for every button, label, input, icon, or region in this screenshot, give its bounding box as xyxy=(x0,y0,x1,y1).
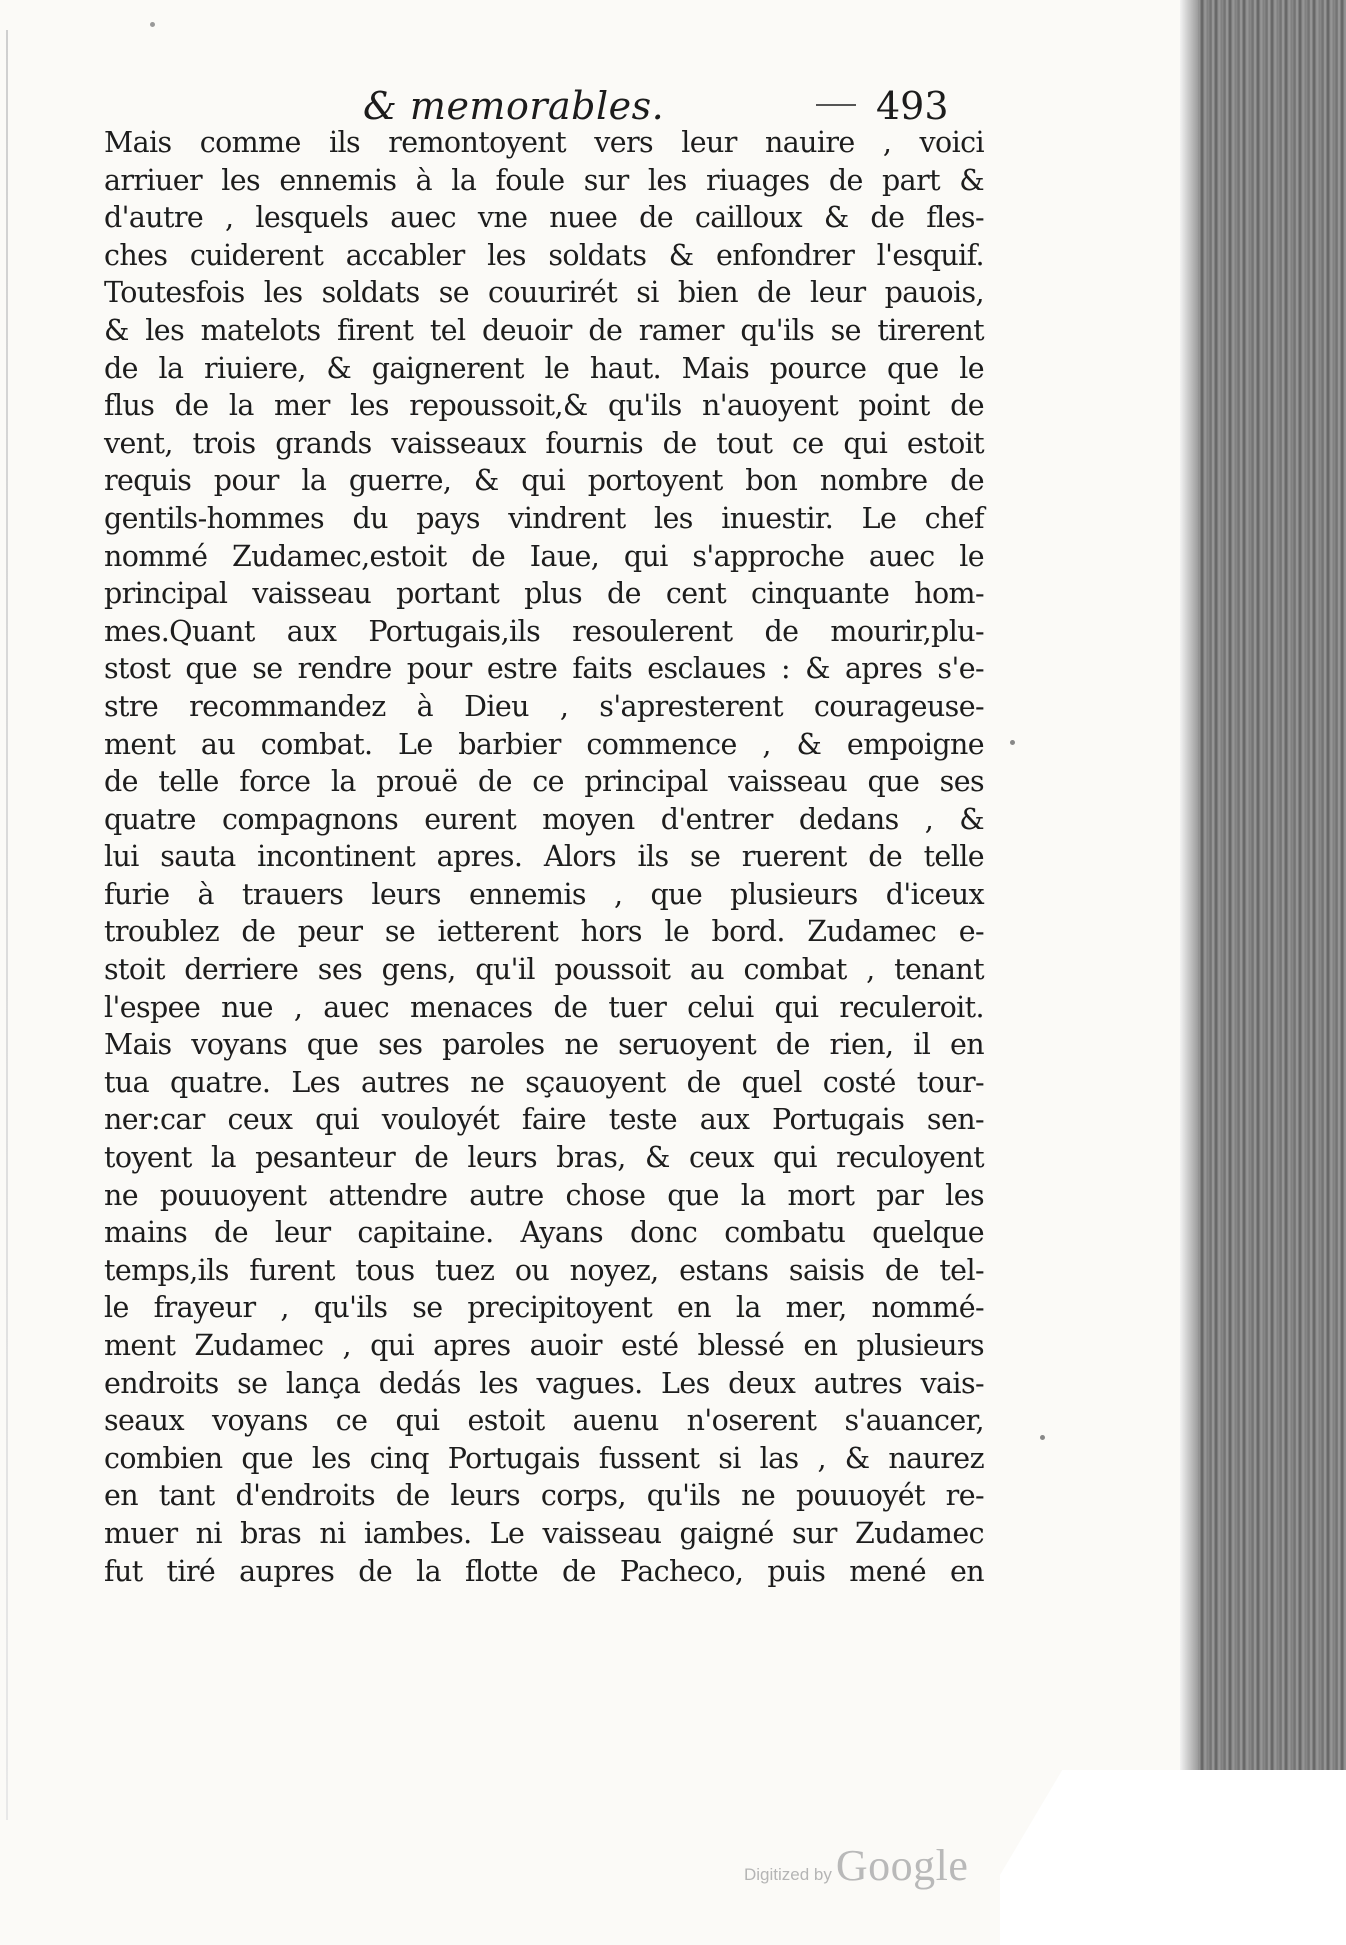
header-divider xyxy=(816,104,856,106)
text-line: toyent la pesanteur de leurs bras, & ceux qui reculoyent xyxy=(104,1141,984,1175)
text-line: ches cuiderent accabler les soldats & enfondrer l'esquif. xyxy=(104,238,984,272)
scan-speck xyxy=(1040,1435,1045,1440)
scan-speck xyxy=(1010,740,1015,745)
text-line: mes.Quant aux Portugais,ils resoulerent de mourir,plu- xyxy=(104,614,984,648)
text-line: & les matelots firent tel deuoir de ramer qu'ils se tirerent xyxy=(104,313,984,347)
text-line: mains de leur capitaine. Ayans donc combatu quelque xyxy=(104,1216,984,1250)
running-title: & memorables. xyxy=(363,84,665,128)
text-line: lui sauta incontinent apres. Alors ils se ruerent de telle xyxy=(104,840,984,874)
text-line: gentils-hommes du pays vindrent les inuestir. Le chef xyxy=(104,501,984,535)
text-line: requis pour la guerre, & qui portoyent bon nombre de xyxy=(104,464,984,498)
book-page-edge xyxy=(1180,0,1346,1945)
text-line: ne pouuoyent attendre autre chose que la mort par les xyxy=(104,1178,984,1212)
text-line: stre recommandez à Dieu , s'apresterent courageuse- xyxy=(104,689,984,723)
book-page-edge-corner xyxy=(1000,1770,1346,1945)
body-text xyxy=(104,124,984,1590)
text-line: troublez de peur se ietterent hors le bord. Zudamec e- xyxy=(104,915,984,949)
text-line: seaux voyans ce qui estoit auenu n'oserent s'auancer, xyxy=(104,1404,984,1438)
text-line: tua quatre. Les autres ne sçauoyent de quel costé tour- xyxy=(104,1065,984,1099)
page-number: 493 xyxy=(876,84,949,128)
digitized-watermark xyxy=(744,1840,968,1900)
text-line: combien que les cinq Portugais fussent si las , & naurez xyxy=(104,1441,984,1475)
text-line: muer ni bras ni iambes. Le vaisseau gaigné sur Zudamec xyxy=(104,1516,984,1550)
text-line: de la riuiere, & gaignerent le haut. Mais pource que le xyxy=(104,351,984,385)
text-line: d'autre , lesquels auec vne nuee de cailloux & de fles- xyxy=(104,201,984,235)
text-line: ner:car ceux qui vouloyét faire teste aux Portugais sen- xyxy=(104,1103,984,1137)
text-line: stoit derriere ses gens, qu'il poussoit au combat , tenant xyxy=(104,953,984,987)
text-line: Mais comme ils remontoyent vers leur nauire , voici xyxy=(104,126,984,159)
text-line: fut tiré aupres de la flotte de Pacheco, puis mené en xyxy=(104,1554,984,1588)
text-line: ment au combat. Le barbier commence , & empoigne xyxy=(104,727,984,761)
text-line: de telle force la prouë de ce principal vaisseau que ses xyxy=(104,765,984,799)
watermark-prefix: Digitized by xyxy=(744,1865,832,1884)
text-line: l'espee nue , auec menaces de tuer celui qui reculeroit. xyxy=(104,990,984,1024)
text-line: arriuer les ennemis à la foule sur les riuages de part & xyxy=(104,163,984,197)
text-line: stost que se rendre pour estre faits esclaues : & apres s'e- xyxy=(104,652,984,686)
text-line: ment Zudamec , qui apres auoir esté blessé en plusieurs xyxy=(104,1329,984,1362)
text-line: nommé Zudamec,estoit de Iaue, qui s'approche auec le xyxy=(104,539,984,573)
text-line: vent, trois grands vaisseaux fournis de tout ce qui estoit xyxy=(104,426,984,460)
text-line: temps,ils furent tous tuez ou noyez, estans saisis de tel- xyxy=(104,1253,984,1287)
text-line: furie à trauers leurs ennemis , que plusieurs d'iceux xyxy=(104,877,984,911)
scan-speck xyxy=(150,22,155,27)
page-left-shadow xyxy=(6,30,8,1820)
text-line: quatre compagnons eurent moyen d'entrer dedans , & xyxy=(104,802,984,836)
text-line: flus de la mer les repoussoit,& qu'ils n'auoyent point de xyxy=(104,389,984,423)
text-line: Toutesfois les soldats se couurirét si bien de leur pauois, xyxy=(104,276,984,310)
text-line: principal vaisseau portant plus de cent cinquante hom- xyxy=(104,577,984,611)
text-line: endroits se lança dedás les vagues. Les deux autres vais- xyxy=(104,1366,984,1400)
text-line: Mais voyans que ses paroles ne seruoyent de rien, il en xyxy=(104,1028,984,1062)
google-logo: Google xyxy=(835,1841,969,1890)
text-line: le frayeur , qu'ils se precipitoyent en la mer, nommé- xyxy=(104,1291,984,1325)
text-line: en tant d'endroits de leurs corps, qu'ils ne pouuoyét re- xyxy=(104,1479,984,1513)
